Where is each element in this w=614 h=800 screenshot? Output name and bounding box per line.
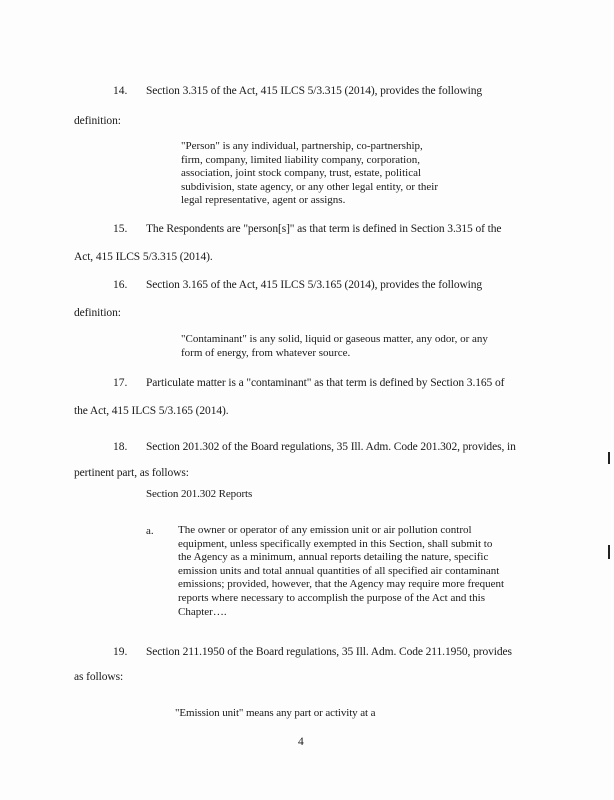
paragraph-17-line-1: Particulate matter is a "contaminant" as that term is defined by Section 3.165 of — [146, 377, 505, 389]
paragraph-19-number: 19. — [113, 646, 128, 658]
contaminant-definition-quote — [181, 333, 488, 360]
item-line: emissions; provided, however, that the Agency may require more frequent — [178, 578, 505, 591]
paragraph-17-number: 17. — [113, 377, 128, 389]
paragraph-16-line-1: Section 3.165 of the Act, 415 ILCS 5/3.165 (2014), provides the following — [146, 279, 483, 291]
item-line: emission units and total annual quantities of all specified air contaminant — [178, 564, 500, 577]
quote-line: "Contaminant" is any solid, liquid or gaseous matter, any odor, or any — [181, 333, 488, 345]
paragraph-14-number: 14. — [113, 85, 128, 97]
paragraph-18-number: 18. — [113, 441, 128, 453]
paragraph-19-line-1: Section 211.1950 of the Board regulations, 35 Ill. Adm. Code 211.1950, provides — [146, 646, 512, 658]
scan-edge-mark — [608, 452, 610, 464]
paragraph-16-line-2: definition: — [74, 307, 121, 319]
item-line: equipment, unless specifically exempted in this Section, shall submit to — [178, 537, 493, 550]
paragraph-18-line-2: pertinent part, as follows: — [74, 467, 189, 479]
scan-edge-mark — [608, 545, 610, 559]
section-201-302-heading: Section 201.302 Reports — [146, 488, 253, 500]
item-a-label: a. — [146, 525, 154, 537]
quote-line: form of energy, from whatever source. — [181, 346, 351, 359]
item-line: Chapter…. — [178, 605, 227, 618]
quote-line: firm, company, limited liability company, corporation, — [181, 153, 420, 166]
paragraph-15-number: 15. — [113, 223, 128, 235]
paragraph-18-line-1: Section 201.302 of the Board regulations, 35 Ill. Adm. Code 201.302, provides, in — [146, 441, 516, 453]
item-line: The owner or operator of any emission unit or air pollution control — [178, 524, 472, 536]
paragraph-17-line-2: the Act, 415 ILCS 5/3.165 (2014). — [74, 405, 229, 417]
quote-line: subdivision, state agency, or any other legal entity, or their — [181, 180, 439, 193]
paragraph-15-line-2: Act, 415 ILCS 5/3.315 (2014). — [74, 251, 213, 263]
paragraph-14-line-2: definition: — [74, 115, 121, 127]
paragraph-16-number: 16. — [113, 279, 128, 291]
section-201-302-item-a — [178, 524, 504, 619]
paragraph-19-line-2: as follows: — [74, 671, 124, 683]
quote-line: association, joint stock company, trust, estate, political — [181, 167, 422, 180]
quote-line: legal representative, agent or assigns. — [181, 194, 346, 207]
person-definition-quote — [181, 140, 438, 208]
item-line: reports where necessary to accomplish the purpose of the Act and this — [178, 591, 485, 604]
quote-line: "Person" is any individual, partnership, co-partnership, — [181, 140, 423, 152]
page-number: 4 — [298, 736, 304, 748]
paragraph-15-line-1: The Respondents are "person[s]" as that term is defined in Section 3.315 of the — [146, 223, 502, 235]
paragraph-14-line-1: Section 3.315 of the Act, 415 ILCS 5/3.315 (2014), provides the following — [146, 85, 483, 97]
emission-unit-definition-start: "Emission unit" means any part or activity at a — [175, 707, 376, 719]
item-line: the Agency as a minimum, annual reports detailing the nature, specific — [178, 551, 489, 564]
